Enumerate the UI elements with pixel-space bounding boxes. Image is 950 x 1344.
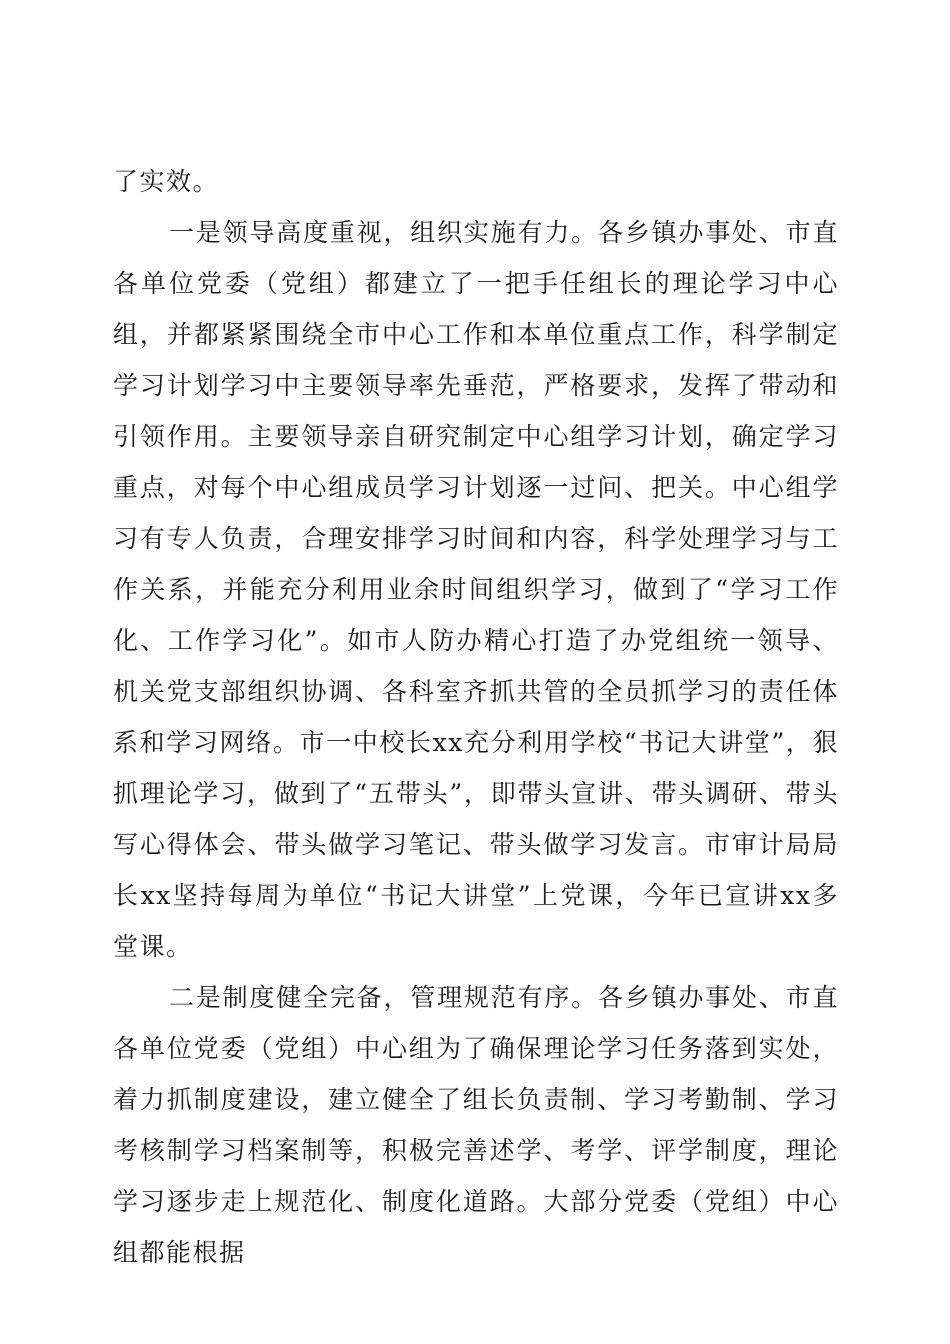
paragraph-system: 二是制度健全完备，管理规范有序。各乡镇办事处、市直各单位党委（党组）中心组为了确保理论学习任务落到实处，着力抓制度建设，建立健全了组长负责制、学习考勤制、学习考核制学习档案制等，积极完善述学、考学、评学制度，理论学习逐步走上规范化、制度化道路。大部分党委（党组）中心组都能根据: [113, 983, 839, 1267]
document-body: [113, 156, 839, 1278]
paragraph-continuation: 了实效。: [113, 167, 220, 196]
paragraph-leadership: 一是领导高度重视，组织实施有力。各乡镇办事处、市直各单位党委（党组）都建立了一把手任组长的理论学习中心组，并都紧紧围绕全市中心工作和本单位重点工作，科学制定学习计划学习中主要领导率先垂范，严格要求，发挥了带动和引领作用。主要领导亲自研究制定中心组学习计划，确定学习重点，对每个中心组成员学习计划逐一过问、把关。中心组学习有专人负责，合理安排学习时间和内容，科学处理学习与工作关系，并能充分利用业余时间组织学习，做到了“学习工作化、工作学习化”。如市人防办精心打造了办党组统一领导、机关党支部组织协调、各科室齐抓共管的全员抓学习的责任体系和学习网络。市一中校长xx充分利用学校“书记大讲堂”，狠抓理论学习，做到了“五带头”，即带头宣讲、带头调研、带头写心得体会、带头做学习笔记、带头做学习发言。市审计局局长xx坚持每周为单位“书记大讲堂”上党课，今年已宣讲xx多堂课。: [113, 218, 839, 961]
